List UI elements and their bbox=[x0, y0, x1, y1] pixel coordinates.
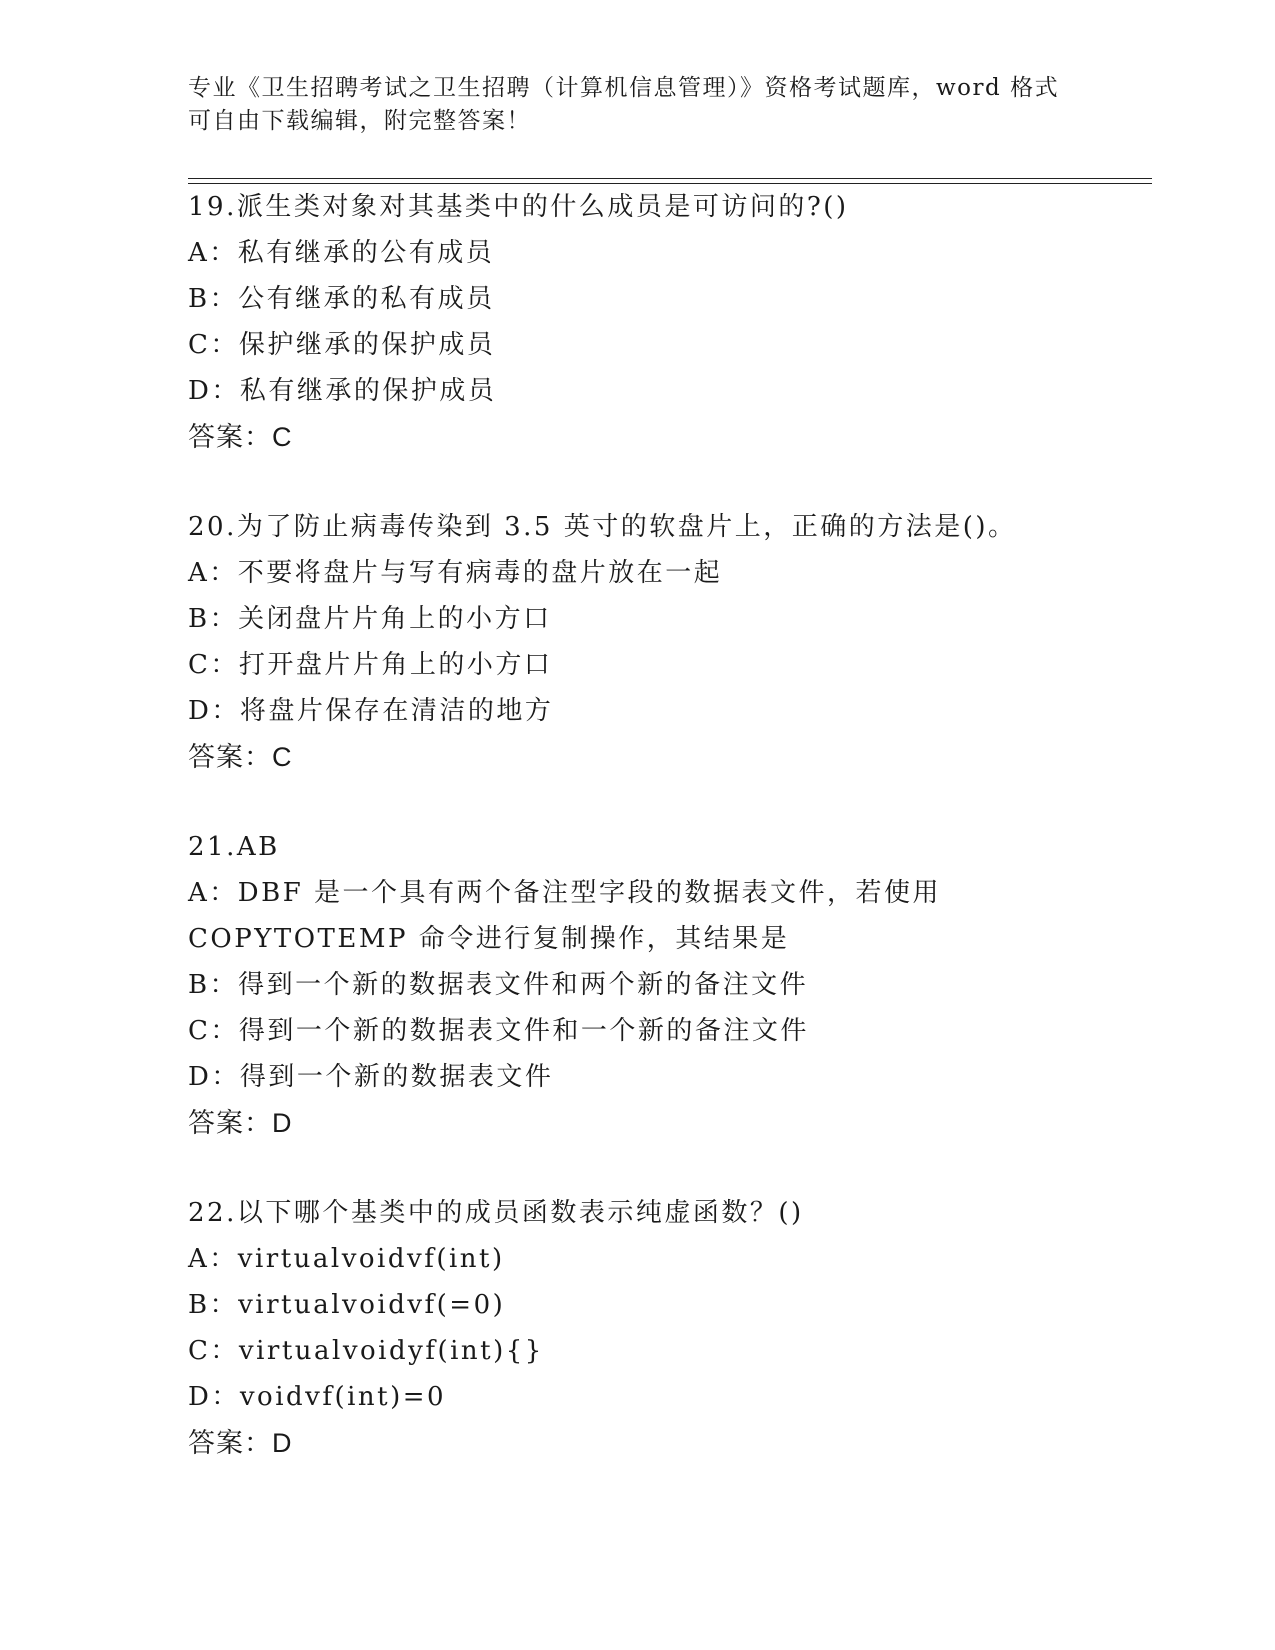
option-c: C：得到一个新的数据表文件和一个新的备注文件 bbox=[188, 1016, 809, 1046]
option-b: B：得到一个新的数据表文件和两个新的备注文件 bbox=[188, 970, 809, 1000]
option-d: D：私有继承的保护成员 bbox=[188, 376, 497, 406]
header-divider-top bbox=[188, 178, 1152, 179]
option-c: C：virtualvoidyf(int){} bbox=[188, 1336, 544, 1366]
document-header bbox=[188, 72, 1088, 138]
question-20 bbox=[188, 504, 1088, 780]
header-line-1: 专业《卫生招聘考试之卫生招聘（计算机信息管理）》资格考试题库，word 格式 bbox=[188, 75, 1060, 101]
option-b: B：virtualvoidvf(=0) bbox=[188, 1290, 506, 1320]
question-stem: 21.AB bbox=[188, 832, 280, 862]
question-19 bbox=[188, 184, 1088, 460]
question-22 bbox=[188, 1190, 1088, 1466]
option-a: A：私有继承的公有成员 bbox=[188, 238, 495, 268]
option-a: A：DBF 是一个具有两个备注型字段的数据表文件，若使用 COPYTOTEMP 命令进行复制操作，其结果是 bbox=[188, 878, 942, 954]
question-stem: 22.以下哪个基类中的成员函数表示纯虚函数？() bbox=[188, 1198, 804, 1228]
option-b: B：公有继承的私有成员 bbox=[188, 284, 495, 314]
option-c: C：打开盘片片角上的小方口 bbox=[188, 650, 553, 680]
option-c: C：保护继承的保护成员 bbox=[188, 330, 496, 360]
question-stem: 19.派生类对象对其基类中的什么成员是可访问的?() bbox=[188, 192, 849, 222]
option-b: B：关闭盘片片角上的小方口 bbox=[188, 604, 552, 634]
option-a: A：不要将盘片与写有病毒的盘片放在一起 bbox=[188, 558, 723, 588]
option-d: D：得到一个新的数据表文件 bbox=[188, 1062, 554, 1092]
answer-label: 答案：C bbox=[188, 742, 293, 772]
question-21 bbox=[188, 824, 1088, 1146]
option-d: D：将盘片保存在清洁的地方 bbox=[188, 696, 554, 726]
answer-label: 答案：D bbox=[188, 1108, 293, 1138]
answer-label: 答案：D bbox=[188, 1428, 293, 1458]
option-d: D：voidvf(int)=0 bbox=[188, 1382, 447, 1412]
option-a: A：virtualvoidvf(int) bbox=[188, 1244, 505, 1274]
question-stem: 20.为了防止病毒传染到 3.5 英寸的软盘片上，正确的方法是()。 bbox=[188, 512, 1017, 542]
answer-label: 答案：C bbox=[188, 422, 293, 452]
header-line-2: 可自由下载编辑，附完整答案！ bbox=[188, 108, 531, 134]
